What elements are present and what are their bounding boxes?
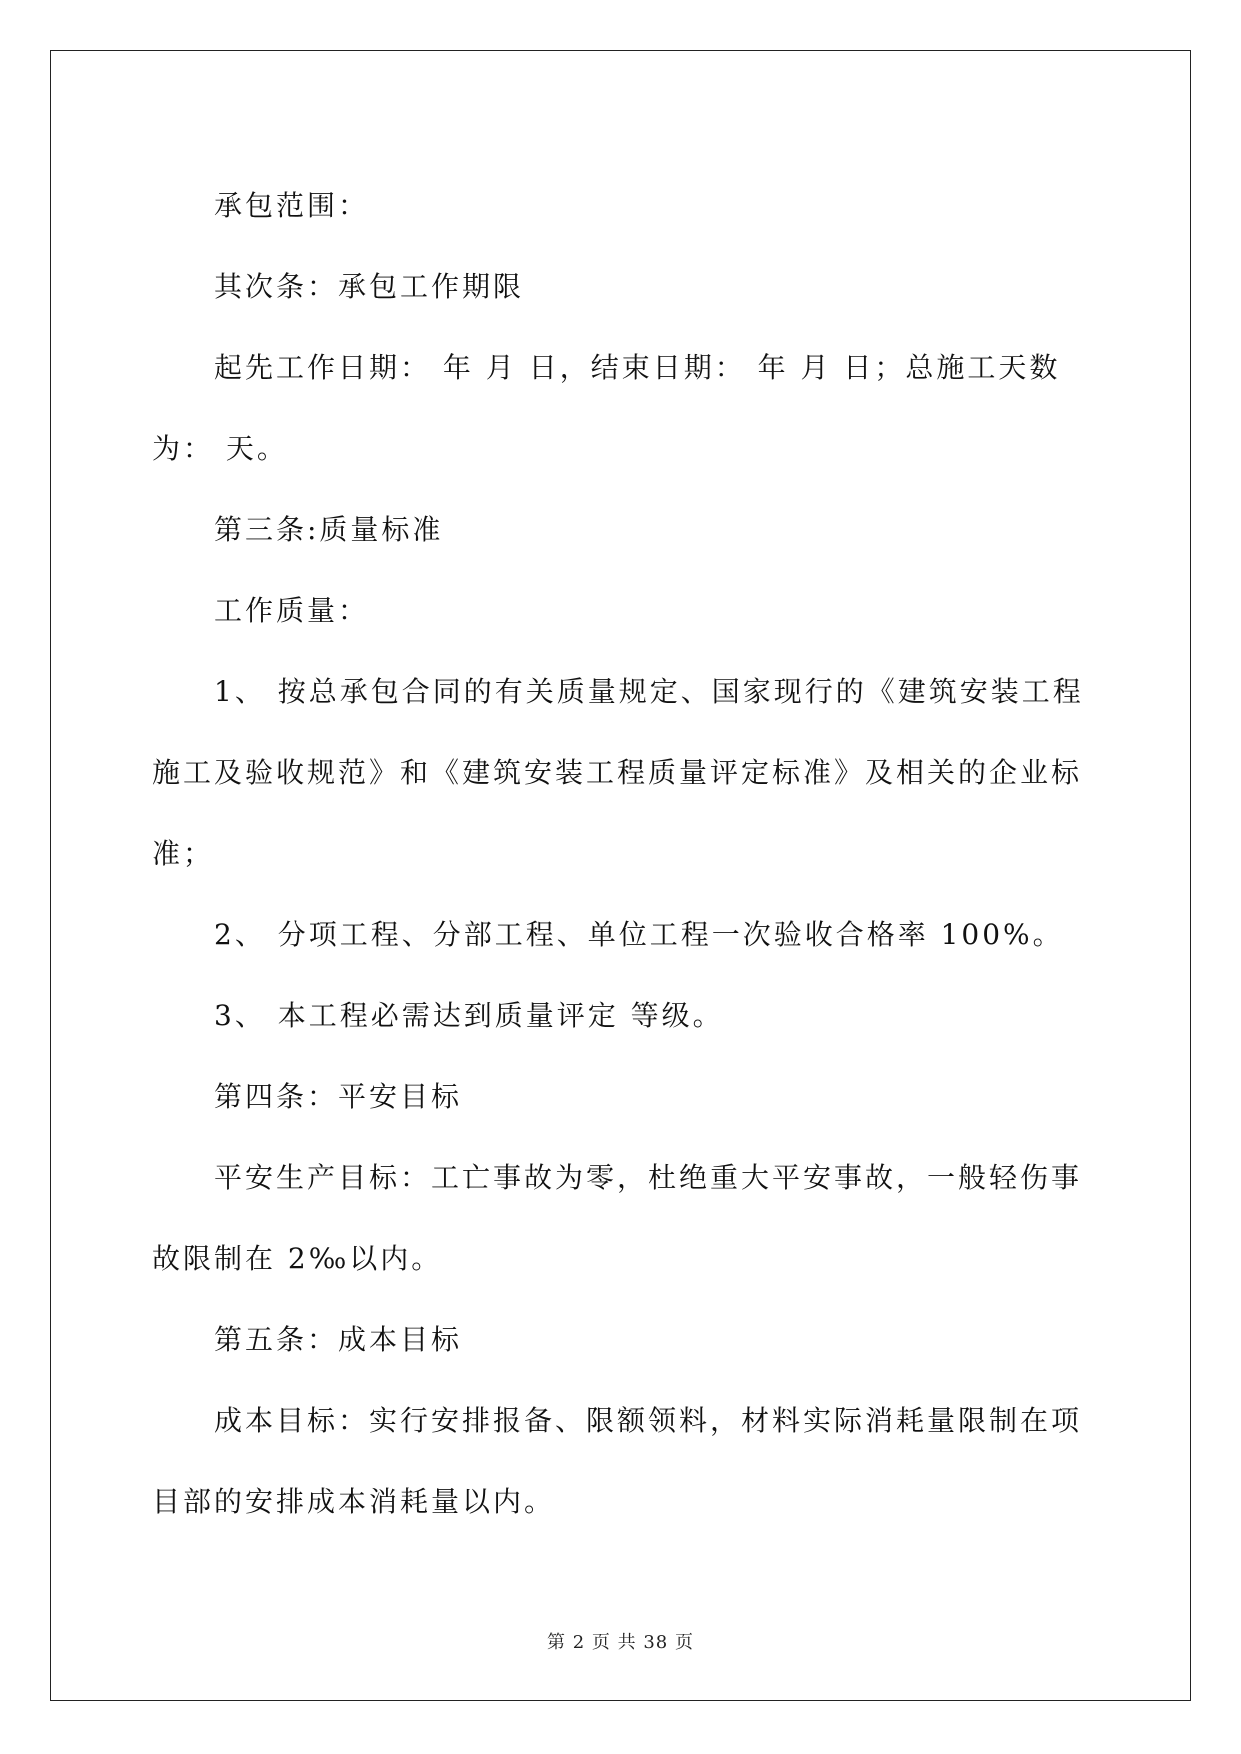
paragraph-quality-item-2: 2、 分项工程、分部工程、单位工程一次验收合格率 100%。	[214, 918, 1064, 951]
paragraph-quality-item-3: 3、 本工程必需达到质量评定 等级。	[214, 999, 724, 1032]
paragraph-article-4-heading: 第四条：平安目标	[214, 1080, 463, 1113]
paragraph-quality-item-1: 1、 按总承包合同的有关质量规定、国家现行的《建筑安装工程施工及验收规范》和《建筑安装工程质量评定标准》及相关的企业标准；	[152, 675, 1084, 870]
document-body	[152, 165, 1088, 1542]
paragraph-safety-target: 平安生产目标：工亡事故为零，杜绝重大平安事故，一般轻伤事故限制在 2‰以内。	[152, 1161, 1083, 1275]
paragraph-article-2-heading: 其次条：承包工作期限	[214, 270, 525, 303]
paragraph-scope: 承包范围：	[214, 189, 370, 222]
paragraph-work-dates: 起先工作日期： 年 月 日，结束日期： 年 月 日；总施工天数为： 天。	[152, 351, 1061, 465]
paragraph-work-quality: 工作质量：	[214, 594, 370, 627]
paragraph-article-5-heading: 第五条：成本目标	[214, 1323, 463, 1356]
paragraph-cost-target: 成本目标：实行安排报备、限额领料，材料实际消耗量限制在项目部的安排成本消耗量以内。	[152, 1404, 1083, 1518]
page-number-footer: 第 2 页 共 38 页	[547, 1632, 694, 1653]
paragraph-article-3-heading: 第三条:质量标准	[214, 513, 444, 546]
